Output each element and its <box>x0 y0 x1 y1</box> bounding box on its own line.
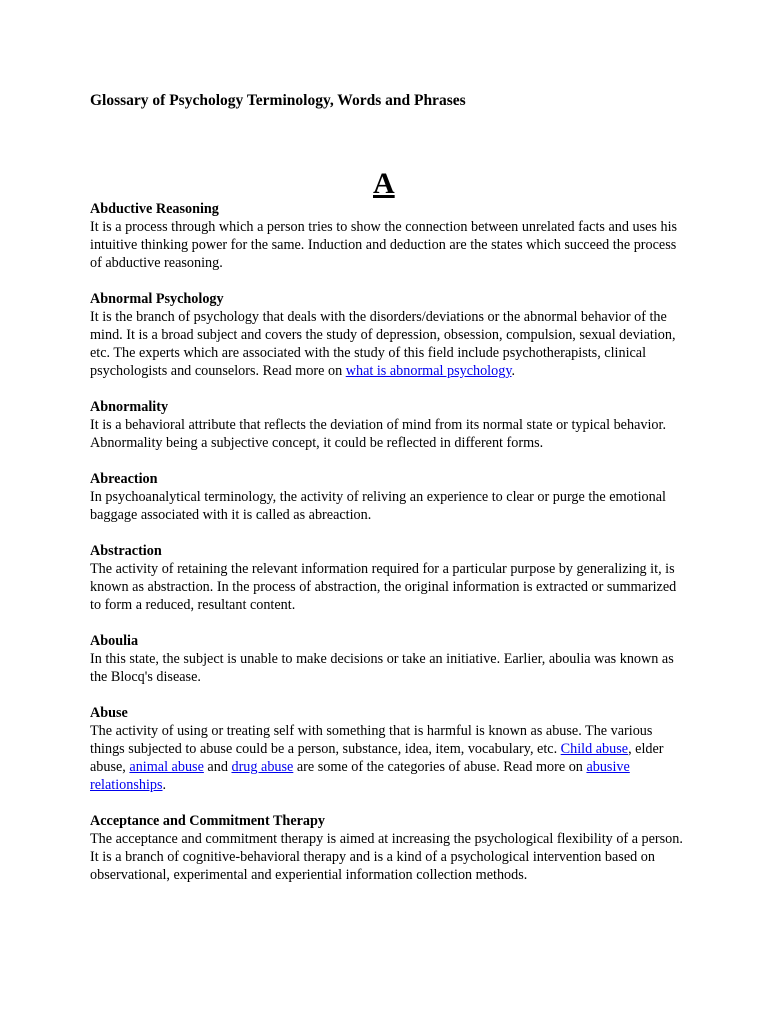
entry-term: Acceptance and Commitment Therapy <box>90 813 325 829</box>
definition-text: and <box>203 759 232 775</box>
definition-text: , elder abuse, <box>90 741 664 775</box>
glossary-entry <box>90 398 690 452</box>
glossary-entry <box>90 812 690 884</box>
entry-term: Abuse <box>90 705 128 721</box>
link-what-is-abnormal-psychology[interactable]: what is abnormal psychology <box>345 363 512 379</box>
link-animal-abuse[interactable]: animal abuse <box>129 759 204 775</box>
entry-term: Abstraction <box>90 543 162 559</box>
entry-definition: The acceptance and commitment therapy is aimed at increasing the psychological flexibility of a person. It is a branch of cognitive-behavioral therapy and is a kind of a psychological intervention based on observational, experimental and experiential information collection methods. <box>90 831 683 883</box>
entry-definition <box>90 308 690 380</box>
definition-tail: . <box>162 777 167 793</box>
entry-term: Aboulia <box>90 633 139 649</box>
link-abusive-relationships[interactable]: abusive relationships <box>90 759 630 793</box>
glossary-entry <box>90 200 690 272</box>
glossary-entry <box>90 470 690 524</box>
definition-tail: . <box>511 363 516 379</box>
definition-text: It is the branch of psychology that deals with the disorders/deviations or the abnormal behavior of the mind. It is a broad subject and covers the study of depression, obsession, compulsion, sexual deviation, etc. The experts which are associated with the study of this field include psychotherapists, clinical psychologists and counselors. Read more on <box>90 309 676 379</box>
glossary-entry <box>90 704 690 794</box>
definition-text: are some of the categories of abuse. Read more on <box>293 759 587 775</box>
entry-definition <box>90 722 690 794</box>
page-title: Glossary of Psychology Terminology, Words and Phrases <box>90 92 466 109</box>
entry-term: Abnormality <box>90 399 169 415</box>
link-drug-abuse[interactable]: drug abuse <box>231 759 294 775</box>
entry-definition: It is a process through which a person tries to show the connection between unrelated facts and uses his intuitive thinking power for the same. Induction and deduction are the states which succeed the process of abductive reasoning. <box>90 219 678 271</box>
glossary-entry <box>90 290 690 380</box>
entry-definition: In psychoanalytical terminology, the activity of reliving an experience to clear or purge the emotional baggage associated with it is called as abreaction. <box>90 489 666 523</box>
entry-term: Abnormal Psychology <box>90 291 224 307</box>
glossary-entry <box>90 632 690 686</box>
entry-definition: The activity of retaining the relevant information required for a particular purpose by generalizing it, is known as abstraction. In the process of abstraction, the original information is extracted or summarized to form a reduced, resultant content. <box>90 561 677 613</box>
definition-text: The activity of using or treating self with something that is harmful is known as abuse. The various things subjected to abuse could be a person, substance, idea, item, vocabulary, etc. <box>90 723 653 757</box>
entry-term: Abreaction <box>90 471 158 487</box>
entry-definition: In this state, the subject is unable to make decisions or take an initiative. Earlier, aboulia was known as the Blocq's disease. <box>90 651 674 685</box>
link-child-abuse[interactable]: Child abuse <box>560 741 629 757</box>
glossary-entries <box>90 200 690 902</box>
entry-definition: It is a behavioral attribute that reflects the deviation of mind from its normal state or typical behavior. Abnormality being a subjective concept, it could be reflected in different forms. <box>90 417 666 451</box>
section-letter: A <box>373 167 395 200</box>
glossary-entry <box>90 542 690 614</box>
entry-term: Abductive Reasoning <box>90 201 219 217</box>
